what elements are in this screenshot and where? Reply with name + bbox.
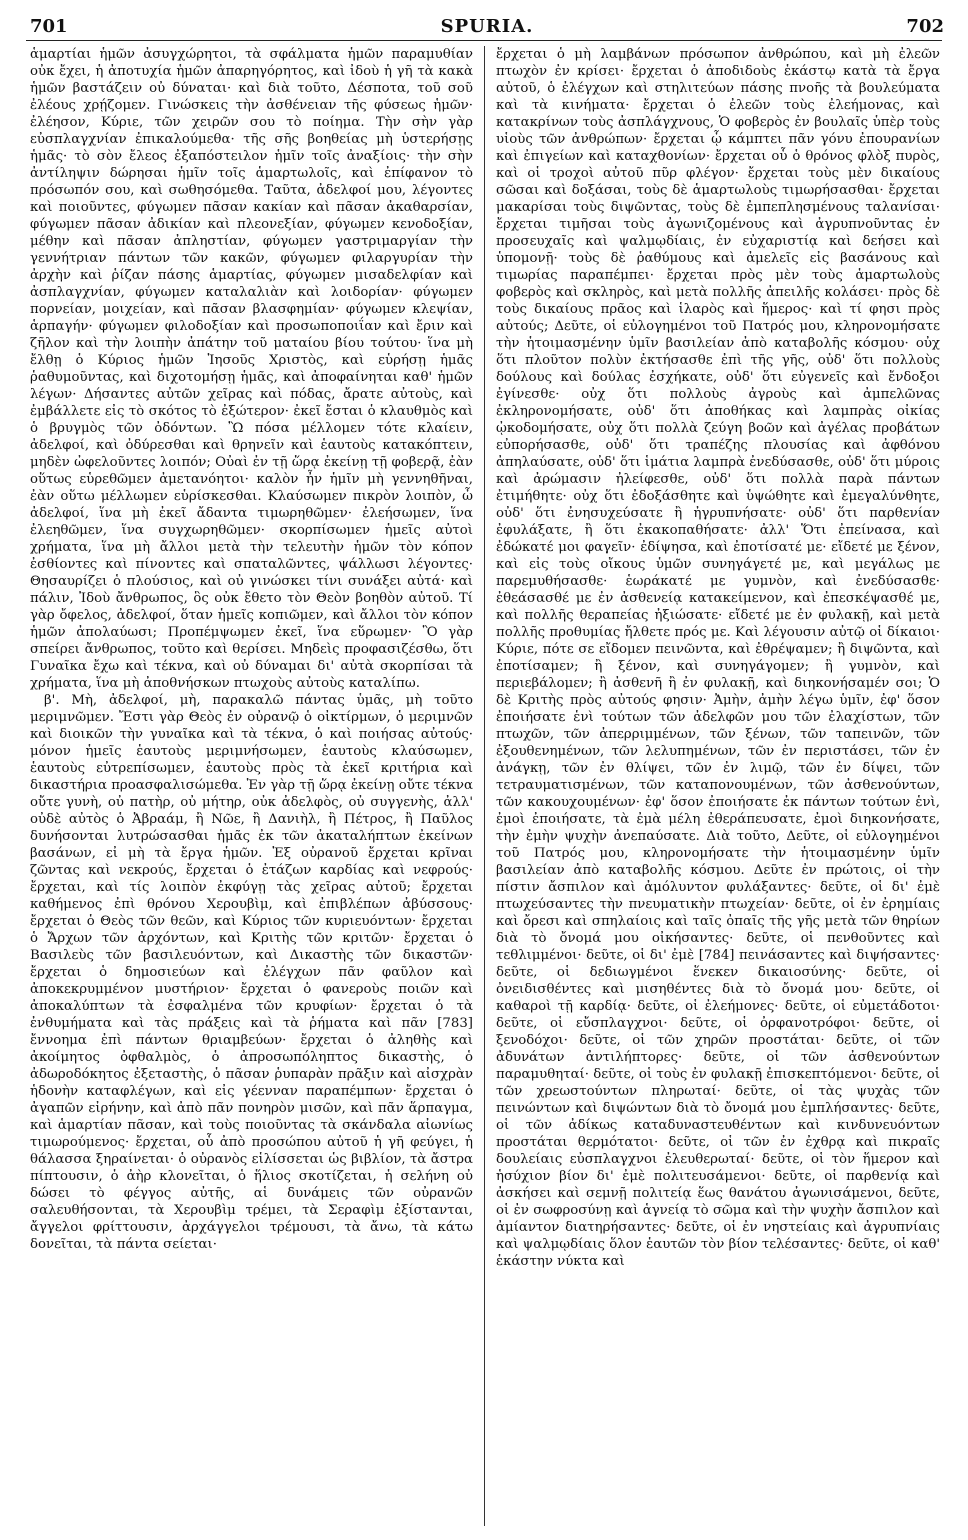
left-page-number: 701 — [30, 16, 68, 37]
right-column — [496, 46, 940, 1530]
running-header — [30, 12, 944, 42]
running-title: SPURIA. — [440, 16, 534, 37]
paragraph: ἔρχεται ὁ μὴ λαμβάνων πρόσωπον ἀνθρώπου, καὶ μὴ ἐλεῶν πτωχὸν ἐν κρίσει· ἔρχεται ὁ ἀποδιδοὺς ἑκάστῳ κατὰ τὰ ἔργα αὐτοῦ, ὁ ἐλέγχων καὶ στηλιτεύων πάσης πνοῆς τὰ βουλεύματα καὶ τὰ κινήματα· ἔρχεται ὁ ἐλεῶν τοὺς ἐλεήμονας, καὶ κατακρίνων τοὺς ἀσπλάγχνους, Ὁ φοβερὸς ἐν βουλαῖς ὑπὲρ τοὺς υἱοὺς τῶν ἀνθρώπων· ἔρχεται ᾧ κάμπτει πᾶν γόνυ ἐπουρανίων καὶ ἐπιγείων καὶ καταχθονίων· ἔρχεται οὗ ὁ θρόνος φλὸξ πυρὸς, καὶ οἱ τροχοὶ αὐτοῦ πῦρ φλέγον· ἔρχεται τοὺς μὲν δικαίους σῶσαι καὶ δοξάσαι, τοὺς δὲ ἁμαρτωλοὺς τιμωρήσασθαι· ἔρχεται μακαρίσαι τοὺς διψῶντας, τοὺς δὲ ἐμπεπλησμένους ταλανίσαι· ἔρχεται τιμῆσαι τοὺς ἀγωνιζομένους καὶ ἀγρυπνοῦντας ἐν προσευχαῖς καὶ ψαλμῳδίαις, ἐν εὐχαριστίᾳ καὶ δεήσει καὶ ὑπομονῇ· τοὺς δὲ ῥαθύμους καὶ ἀμελεῖς εἰς βασάνους καὶ τιμωρίας παραπέμπει· ἔρχεται πρὸς μὲν τοὺς ἁμαρτωλοὺς φοβερὸς καὶ σκληρὸς, καὶ μετὰ πολλῆς ἀπειλῆς κολάσει· πρὸς δὲ τοὺς δικαίους πρᾶος καὶ ἱλαρὸς καὶ ἥμερος· καὶ τί φησι πρὸς αὐτούς; Δεῦτε, οἱ εὐλογημένοι τοῦ Πατρός μου, κληρονομήσατε τὴν ἡτοιμασμένην ὑμῖν βασιλείαν ἀπὸ καταβολῆς κόσμου· οὐχ ὅτι πλοῦτον πολὺν ἐκτήσασθε ἐπὶ τῆς γῆς, οὐδ' ὅτι πολλοὺς δούλους καὶ δούλας ἐσχήκατε, οὐδ' ὅτι εὐγενεῖς καὶ ἔνδοξοι ἐγίνεσθε· οὐχ ὅτι πολλοὺς ἀγροὺς καὶ ἀμπελῶνας ἐκληρονομήσατε, οὐδ' ὅτι ἀποθήκας καὶ λαμπρὰς οἰκίας ᾠκοδομήσατε, οὐχ ὅτι πολλὰ ζεύγη βοῶν καὶ ἀγέλας προβάτων εὐπορήσασθε, οὐδ' ὅτι τραπέζης πλουσίας καὶ ἀφθόνου ἀπηλαύσατε, οὐδ' ὅτι ἱμάτια λαμπρὰ ἐνεδύσασθε, οὐδ' ὅτι μύροις καὶ ἀρώμασιν ἠλείφεσθε, οὐδ' ὅτι πολλὰ παρὰ πάντων ἐτιμήθητε· οὐχ ὅτι ἐδοξάσθητε καὶ ὑψώθητε καὶ ἐμεγαλύνθητε, οὐδ' ὅτι ἐνησυχεύσατε ἢ ἠγρυπνήσατε· οὐδ' ὅτι παρθενίαν ἐφυλάξατε, ἢ ὅτι ἐκακοπαθήσατε· ἀλλ' Ὅτι ἐπείνασα, καὶ ἐδώκατέ μοι φαγεῖν· ἐδίψησα, καὶ ἐποτίσατέ με· εἴδετέ με ξένον, καὶ εἰς τοὺς οἴκους ὑμῶν συνηγάγετέ με, καὶ μεγάλως με παρεμυθήσασθε· ἑωράκατέ με γυμνὸν, καὶ ἐνεδύσασθε· ἐθεάσασθέ με ἐν ἀσθενείᾳ κατακείμενον, καὶ ἐπεσκέψασθέ με, καὶ πολλῆς θεραπείας ἠξιώσατε· εἴδετέ με ἐν φυλακῇ, καὶ μετὰ πολλῆς προθυμίας ἤλθετε πρός με. Καὶ λέγουσιν αὐτῷ οἱ δίκαιοι· Κύριε, πότε σε εἴδομεν πεινῶντα, καὶ ἐθρέψαμεν; ἢ διψῶντα, καὶ ἐποτίσαμεν; ἢ ξένον, καὶ συνηγάγομεν; ἢ γυμνὸν, καὶ περιεβάλομεν; ἢ ἀσθενῆ ἢ ἐν φυλακῇ, καὶ διηκονήσαμέν σοι; Ὁ δὲ Κριτὴς πρὸς αὐτούς φησιν· Ἀμὴν, ἀμὴν λέγω ὑμῖν, ἐφ' ὅσον ἐποιήσατε ἑνὶ τούτων τῶν ἀδελφῶν μου τῶν ἐλαχίστων, τῶν πτωχῶν, τῶν ἀπερριμμένων, τῶν ξένων, τῶν ταπεινῶν, τῶν ἐξουθενημένων, τῶν λελυπημένων, τῶν ἐν περιστάσει, τῶν ἐν ἀνάγκῃ, τῶν ἐν θλίψει, τῶν ἐν λιμῷ, τῶν ἐν δίψει, τῶν τετραυματισμένων, τῶν καταπονουμένων, τῶν ἀσθενούντων, τῶν κακουχουμένων· ἐφ' ὅσον ἐποιήσατε ἐκ πάντων τούτων ἑνὶ, ἐμοὶ ἐποιήσατε, τὰ ἐμὰ μέλη ἐθεράπευσατε, ἐμοὶ διηκονήσατε, τὴν ἐμὴν ψυχὴν ἀνεπαύσατε. Διὰ τοῦτο, Δεῦτε, οἱ εὐλογημένοι τοῦ Πατρός μου, κληρονομήσατε τὴν ἡτοιμασμένην ὑμῖν βασιλείαν ἀπὸ καταβολῆς κόσμου. Δεῦτε ἐν πρώτοις, οἱ τὴν πίστιν ἄσπιλον καὶ ἀμόλυντον φυλάξαντες· δεῦτε, οἱ δι' ἐμὲ πτωχεύσαντες τὴν πνευματικὴν πτωχείαν· δεῦτε, οἱ ἐν ἐρημίαις καὶ ὄρεσι καὶ σπηλαίοις καὶ ταῖς ὀπαῖς τῆς γῆς μετὰ τῶν θηρίων διὰ τὸ ὄνομά μου οἰκήσαντες· δεῦτε, οἱ πενθοῦντες καὶ τεθλιμμένοι· δεῦτε, οἱ δι' ἐμὲ [784] πεινάσαντες καὶ διψήσαντες· δεῦτε, οἱ δεδιωγμένοι ἕνεκεν δικαιοσύνης· δεῦτε, οἱ ὀνειδισθέντες καὶ μισηθέντες διὰ τὸ ὄνομά μου· δεῦτε, οἱ καθαροὶ τῇ καρδίᾳ· δεῦτε, οἱ ἐλεήμονες· δεῦτε, οἱ εὐμετάδοτοι· δεῦτε, οἱ εὔσπλαγχνοι· δεῦτε, οἱ ὀρφανοτρόφοι· δεῦτε, οἱ ξενοδόχοι· δεῦτε, οἱ τῶν χηρῶν προστάται· δεῦτε, οἱ τῶν ἀδυνάτων ἀντιλήπτορες· δεῦτε, οἱ τῶν ἀσθενούντων παραμυθηταί· δεῦτε, οἱ τοὺς ἐν φυλακῇ ἐπισκεπτόμενοι· δεῦτε, οἱ τῶν χρεωστούντων πληρωταί· δεῦτε, οἱ τὰς ψυχὰς τῶν πεινώντων καὶ διψώντων διὰ τὸ ὄνομά μου ἐμπλήσαντες· δεῦτε, οἱ τῶν ἀδίκως καταδυναστευθέντων καὶ κινδυνευόντων προστάται θερμότατοι· δεῦτε, οἱ τῶν ἐν ἐχθρᾳ καὶ πικραῖς δουλείαις εὐσπλαγχνοι ἐλευθερωταί· δεῦτε, οἱ τὸν ἥμερον καὶ ἡσύχιον βίον δι' ἐμὲ πολιτευσάμενοι· δεῦτε, οἱ παρθενίᾳ καὶ ἀσκήσει καὶ σεμνῇ πολιτείᾳ ἕως θανάτου ἀγωνισάμενοι, δεῦτε, οἱ ἐν σωφροσύνῃ καὶ ἁγνείᾳ τὸ σῶμα καὶ τὴν ψυχὴν ἄσπιλον καὶ ἀμίαντον διατηρήσαντες· δεῦτε, οἱ ἐν νηστείαις καὶ ἀγρυπνίαις καὶ ψαλμῳδίαις ὅλον ἑαυτῶν τὸν βίον τελέσαντες· δεῦτε, οἱ καθ' ἑκάστην νύκτα καὶ — [496, 47, 940, 1269]
right-page-number: 702 — [906, 16, 944, 37]
paragraph: β'. Μὴ, ἀδελφοί, μὴ, παρακαλῶ πάντας ὑμᾶς, μὴ τοῦτο μεριμνῶμεν. Ἔστι γὰρ Θεὸς ἐν οὐρανῷ ὁ οἰκτίρμων, ὁ μεριμνῶν καὶ διοικῶν τὴν γυναῖκα καὶ τὰ τέκνα, ὁ καὶ ποιήσας αὐτούς· μόνον ἡμεῖς ἑαυτοὺς μεριμνήσωμεν, ἑαυτοὺς κλαύσωμεν, ἑαυτοὺς εὐτρεπίσωμεν, ἑαυτοὺς πρὸς τὰ ἐκεῖ κριτήρια καὶ δικαστήρια προασφαλισώμεθα. Ἐν γὰρ τῇ ὥρᾳ ἐκείνῃ οὔτε τέκνα οὔτε γυνὴ, οὐ πατὴρ, οὐ μήτηρ, οὐκ ἀδελφὸς, οὐ συγγενὴς, ἀλλ' οὐδὲ αὐτὸς ὁ Ἀβραάμ, ἢ Νῶε, ἢ Δανιὴλ, ἢ Πέτρος, ἢ Παῦλος δυνήσονται λυτρώσασθαι ἡμᾶς ἐκ τῶν ἀκαταλήπτων ἐκείνων βασάνων, εἰ μὴ τὰ ἔργα ἡμῶν. Ἐξ οὐρανοῦ ἔρχεται κρῖναι ζῶντας καὶ νεκρούς, ἔρχεται ὁ ἐτάζων καρδίας καὶ νεφρούς· ἔρχεται, καὶ τίς λοιπὸν ἐκφύγῃ τὰς χεῖρας αὐτοῦ; ἔρχεται καθήμενος ἐπὶ θρόνου Χερουβὶμ, καὶ ἐπιβλέπων ἀβύσσους· ἔρχεται ὁ Θεὸς τῶν θεῶν, καὶ Κύριος τῶν κυριευόντων· ἔρχεται ὁ Ἄρχων τῶν ἀρχόντων, καὶ Κριτὴς τῶν κριτῶν· ἔρχεται ὁ Βασιλεὺς τῶν βασιλευόντων, καὶ Δικαστὴς τῶν δικαστῶν· ἔρχεται ὁ δημοσιεύων καὶ ἐλέγχων πᾶν φαῦλον καὶ ἀποκεκρυμμένον μυστήριον· ἔρχεται ὁ φανεροὺς ποιῶν καὶ ἀποκαλύπτων τὰ ἐσφαλμένα τῶν κρυφίων· ἔρχεται ὁ τὰ ἐνθυμήματα καὶ τὰς πράξεις καὶ τὰ ῥήματα καὶ πᾶν [783] ἔννοημα ἐπὶ πάντων θριαμβεύων· ἔρχεται ὁ ἀληθὴς καὶ ἀκοίμητος ὀφθαλμὸς, ὁ ἀπροσωπόληπτος δικαστὴς, ὁ ἀδωροδόκητος ἐξεταστὴς, ὁ πᾶσαν ῥυπαρὰν πρᾶξιν καὶ αἰσχρὰν ἡδονὴν καταφλέγων, καὶ εἰς γέενναν παραπέμπων· ἔρχεται ὁ ἀγαπῶν εἰρήνην, καὶ ἀπὸ πᾶν πονηρὸν μισῶν, καὶ πᾶν ἅρπαγμα, καὶ ἁμαρτίαν πᾶσαν, καὶ τοὺς ποιοῦντας τὰ σκάνδαλα αἰωνίως τιμωρούμενος· ἔρχεται, οὗ ἀπὸ προσώπου αὐτοῦ ἡ γῆ φεύγει, ἡ θάλασσα ξηραίνεται· ὁ οὐρανὸς εἱλίσσεται ὡς βιβλίον, τὰ ἄστρα πίπτουσιν, ὁ ἀὴρ κλονεῖται, ὁ ἥλιος σκοτίζεται, ἡ σελήνη οὐ δώσει τὸ φέγγος αὐτῆς, αἱ δυνάμεις τῶν οὐρανῶν σαλευθήσονται, τὰ Χερουβὶμ τρέμει, τὰ Σεραφὶμ ἐξίστανται, ἄγγελοι φρίττουσιν, ἀρχάγγελοι τρέμουσι, τὰ ἄνω, τὰ κάτω δονεῖται, τὰ πάντα σείεται· — [30, 693, 473, 1252]
left-column — [30, 46, 473, 1530]
column-divider — [484, 46, 485, 1526]
header-rule — [26, 40, 942, 41]
paragraph: ἁμαρτίαι ἡμῶν ἀσυγχώρητοι, τὰ σφάλματα ἡμῶν παραμυθίαν οὐκ ἔχει, ἡ ἀποτυχία ἡμῶν ἀπαρηγόρητος, καὶ ἰδοὺ ἡ γῆ τὰ κακὰ ἡμῶν βαστάζειν οὐ δύναται· καὶ διὰ τοῦτο, Δέσποτα, τοῦ σοῦ ἐλέους χρῄζομεν. Γινώσκεις τὴν ἀσθένειαν τῆς φύσεως ἡμῶν· ἐλέησον, Κύριε, τῶν χειρῶν σου τὸ ποίημα. Τὴν σὴν γὰρ εὐσπλαγχνίαν ἐπικαλούμεθα· τῆς σῆς βοηθείας μὴ ὑστερήσῃς ἡμᾶς· τὸ σὸν ἔλεος ἐξαπόστειλον ἡμῖν τοῖς ἀναξίοις· τὴν σὴν ἀντίληψιν δώρησαι ἡμῖν τοῖς ἁμαρτωλοῖς, καὶ ἐπίφανον τὸ πρόσωπόν σου, καὶ σωθησόμεθα. Ταῦτα, ἀδελφοί μου, λέγοντες καὶ ποιοῦντες, φύγωμεν πᾶσαν κακίαν καὶ πᾶσαν ἀκαθαρσίαν, φύγωμεν πᾶσαν ἀδικίαν καὶ πλεονεξίαν, φύγωμεν κενοδοξίαν, μέθην καὶ πᾶσαν ἀπληστίαν, φύγωμεν γαστριμαργίαν τὴν γεννήτριαν πάντων τῶν κακῶν, φύγωμεν φιλαργυρίαν τὴν ἀρχὴν καὶ ῥίζαν πάσης ἁμαρτίας, φύγωμεν μισαδελφίαν καὶ ἀσπλαγχνίαν, φύγωμεν καταλαλιὰν καὶ λοιδορίαν· φύγωμεν πορνείαν, μοιχείαν, καὶ πᾶσαν βλασφημίαν· φύγωμεν κλεψίαν, ἁρπαγήν· φύγωμεν φιλοδοξίαν καὶ προσωποποιΐαν καὶ ἔριν καὶ ζῆλον καὶ τὴν λοιπὴν ἀπάτην τοῦ ματαίου βίου τούτου· ἵνα μὴ ἔλθῃ ὁ Κύριος ἡμῶν Ἰησοῦς Χριστὸς, καὶ εὑρήσῃ ἡμᾶς ῥαθυμοῦντας, καὶ διχοτομήσῃ ἡμᾶς, καὶ ἀποφαίνηται καθ' ἡμῶν λέγων· Δήσαντες αὐτῶν χεῖρας καὶ πόδας, ἄρατε αὐτοὺς, καὶ ἐμβάλλετε εἰς τὸ σκότος τὸ ἐξώτερον· ἐκεῖ ἔσται ὁ κλαυθμὸς καὶ ὁ βρυγμὸς τῶν ὀδόντων. Ὢ πόσα μέλλομεν τότε κλαίειν, ἀδελφοί, καὶ ὀδύρεσθαι καὶ θρηνεῖν καὶ ἑαυτοὺς κατακόπτειν, μηδὲν ὠφελοῦντες λοιπόν; Οὐαὶ ἐν τῇ ὥρᾳ ἐκείνῃ τῇ φοβερᾷ, ἐὰν οὕτως εὑρεθῶμεν ἀμετανόητοι· καλὸν ἦν ἡμῖν μὴ γεννηθῆναι, ἐὰν οὕτω μέλλωμεν εὑρίσκεσθαι. Κλαύσωμεν πικρὸν λοιπὸν, ὦ ἀδελφοί, ἵνα μὴ ἐκεῖ ἄδαντα τιμωρηθῶμεν· ἐλεήσωμεν, ἵνα ἐλεηθῶμεν, ἵνα συγχωρηθῶμεν· σκορπίσωμεν ἡμεῖς αὐτοὶ χρήματα, ἵνα μὴ ἄλλοι μετὰ τὴν τελευτὴν ἡμῶν τὸν κόπον ἐσθίοντες καὶ πίνοντες καὶ σπαταλῶντες, ψάλλωσι λέγοντες· Θησαυρίζει ὁ πλούσιος, καὶ οὐ γινώσκει τίνι συνάξει αὐτά· καὶ πάλιν, Ἰδοὺ ἄνθρωπος, ὃς οὐκ ἔθετο τὸν Θεὸν βοηθὸν αὐτοῦ. Τί γὰρ ὄφελος, ἀδελφοί, ὅταν ἡμεῖς κοπιῶμεν, καὶ ἄλλοι τὸν κόπον ἡμῶν ἀπολαύωσι; Προπέμψωμεν ἐκεῖ, ἵνα εὕρωμεν· Ὃ γὰρ σπείρει ἄνθρωπος, τοῦτο καὶ θερίσει. Μηδεὶς προφασιζέσθω, ὅτι Γυναῖκα ἔχω καὶ τέκνα, καὶ οὐ δύναμαι δι' αὐτὰ σκορπίσαι τὰ χρήματα, ἵνα μὴ ἀποθνήσκων πτωχοὺς αὐτοὺς καταλίπω. — [30, 47, 473, 691]
